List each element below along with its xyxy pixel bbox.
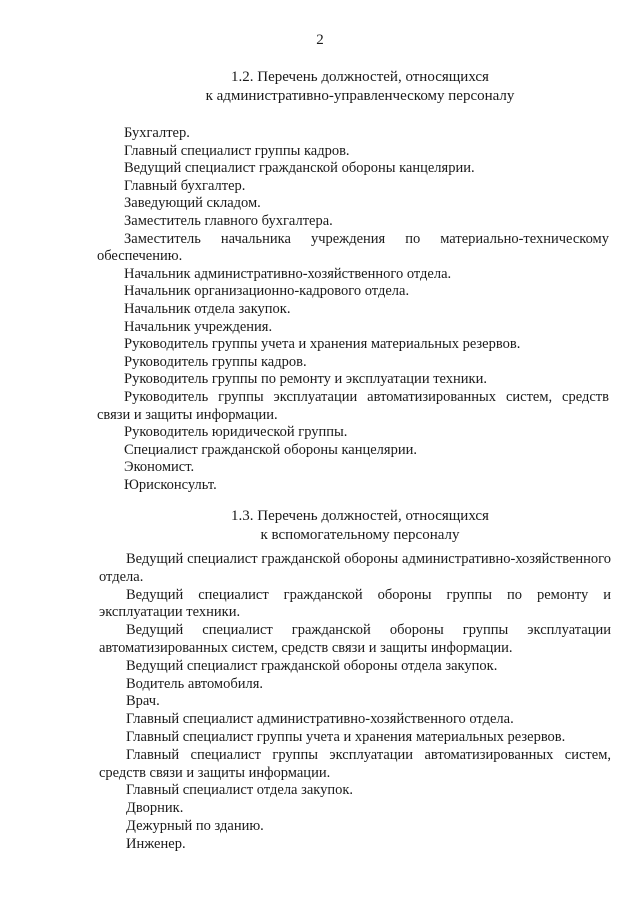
list-item: Начальник учреждения. (124, 318, 273, 335)
list-item: Бухгалтер. (124, 125, 190, 141)
list-item: Заведующий складом. (124, 195, 261, 212)
list-item: Главный специалист группы учета и хранения материальных резервов. (126, 728, 566, 745)
section-1-3-title-line1: 1.3. Перечень должностей, относящихся (231, 508, 489, 524)
list-item: Инженер. (126, 835, 186, 852)
list-item: Руководитель группы кадров. (124, 353, 307, 370)
section-1-3-heading (0, 507, 640, 545)
section-1-3-title-line2: к вспомогательному персоналу (260, 527, 460, 543)
list-item: Главный специалист группы кадров. (124, 142, 350, 159)
list-item: Дежурный по зданию. (126, 817, 264, 834)
list-item: Экономист. (124, 459, 195, 476)
list-item: Водитель автомобиля. (126, 675, 264, 692)
list-item: Ведущий специалист гражданской обороны отдела закупок. (126, 657, 498, 674)
list-item: Начальник отдела закупок. (124, 300, 291, 317)
list-item: Руководитель группы учета и хранения материальных резервов. (124, 336, 521, 353)
list-item: Ведущий специалист гражданской обороны группы по ремонту и эксплуатации техники. (99, 586, 611, 621)
list-item: Главный бухгалтер. (124, 177, 246, 194)
section-1-2-heading (0, 68, 640, 106)
list-item: Начальник административно-хозяйственного отдела. (124, 265, 452, 282)
list-item: Главный специалист административно-хозяйственного отдела. (126, 711, 514, 728)
list-item: Ведущий специалист гражданской обороны канцелярии. (124, 160, 475, 177)
list-item: Руководитель юридической группы. (124, 424, 348, 441)
list-item: Специалист гражданской обороны канцелярии. (124, 441, 417, 458)
list-item: Ведущий специалист гражданской обороны административно-хозяйственного отдела. (99, 551, 611, 585)
list-item: Главный специалист отдела закупок. (126, 782, 354, 799)
list-item: Главный специалист группы эксплуатации автоматизированных систем, средств связи и защиты информации. (99, 746, 611, 781)
list-item: Начальник организационно-кадрового отдела. (124, 283, 410, 300)
list-item: Врач. (126, 693, 160, 710)
page-number: 2 (316, 32, 324, 48)
section-1-2-title-line1: 1.2. Перечень должностей, относящихся (231, 69, 489, 85)
list-item: Заместитель начальника учреждения по материально-техническому обеспечению. (97, 230, 609, 265)
admin-positions-list (97, 125, 609, 494)
aux-positions-list (99, 551, 611, 854)
list-item: Юрисконсульт. (124, 476, 217, 493)
list-item: Дворник. (126, 800, 184, 817)
list-item: Руководитель группы эксплуатации автоматизированных систем, средств связи и защиты информации. (97, 388, 609, 423)
list-item: Заместитель главного бухгалтера. (124, 212, 333, 229)
list-item: Руководитель группы по ремонту и эксплуатации техники. (124, 371, 487, 388)
section-1-2-title-line2: к административно-управленческому персоналу (205, 88, 515, 104)
list-item: Ведущий специалист гражданской обороны группы эксплуатации автоматизированных систем, средств связи и защиты информации. (99, 622, 611, 656)
